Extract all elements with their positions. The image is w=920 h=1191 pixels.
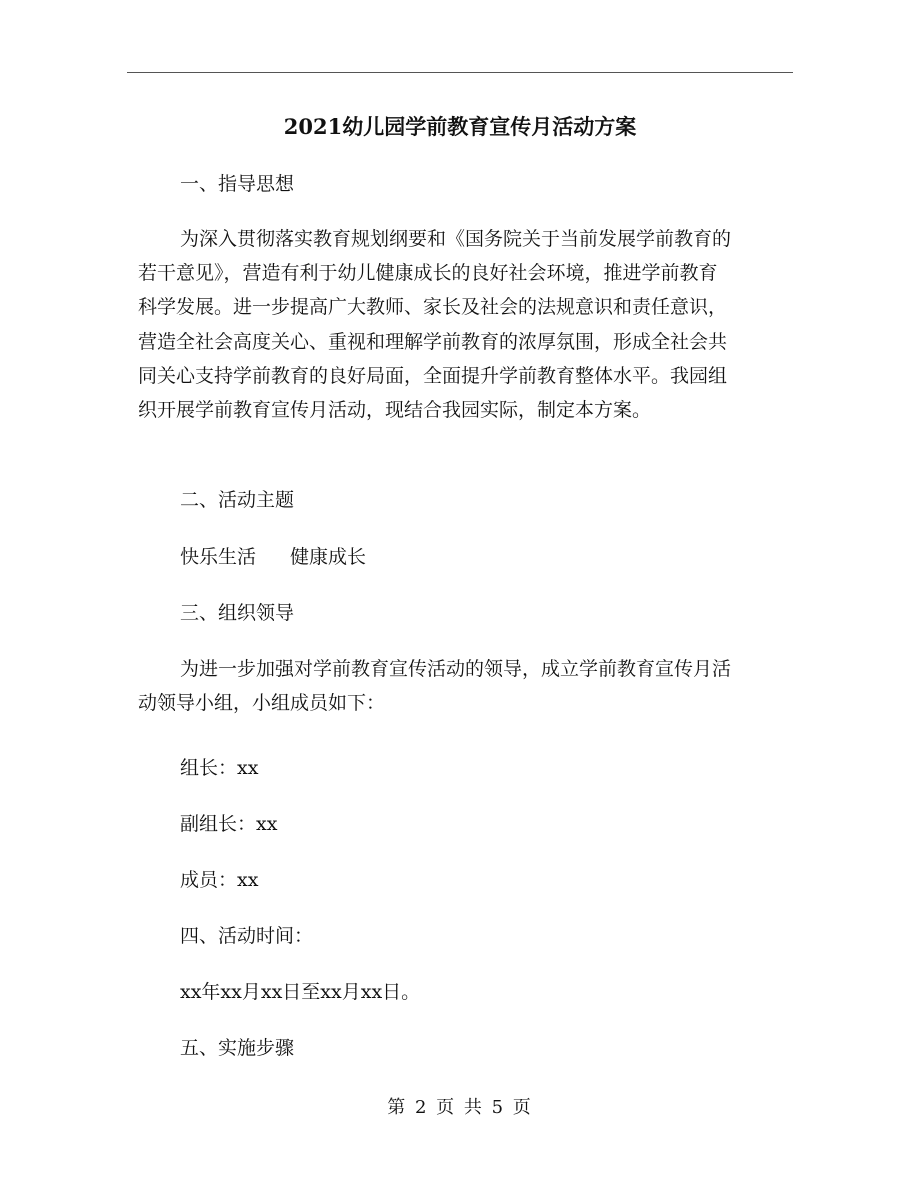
paragraph-line: 动领导小组，小组成员如下： <box>138 692 386 715</box>
organization-paragraph <box>138 652 788 720</box>
slogan-part-b: 健康成长 <box>290 546 367 568</box>
activity-theme-slogan <box>180 542 366 572</box>
section-heading-organization: 三、组织领导 <box>180 602 295 624</box>
paragraph-line: 为深入贯彻落实教育规划纲要和《国务院关于当前发展学前教育的 <box>180 228 732 250</box>
section-heading-implementation-steps: 五、实施步骤 <box>180 1037 295 1059</box>
guiding-ideology-paragraph <box>138 222 788 427</box>
paragraph-line: 营造全社会高度关心、重视和理解学前教育的浓厚氛围，形成全社会共 <box>138 330 728 353</box>
document-title: 2021幼儿园学前教育宣传月活动方案 <box>283 114 637 139</box>
section-heading-activity-theme: 二、活动主题 <box>180 489 295 511</box>
paragraph-line: 织开展学前教育宣传月活动，现结合我园实际，制定本方案。 <box>138 399 652 422</box>
paragraph-line: 若干意见》，营造有利于幼儿健康成长的良好社会环境，推进学前教育 <box>138 262 718 285</box>
members-line: 成员：xx <box>180 869 259 891</box>
page-number-footer: 第 2 页 共 5 页 <box>387 1097 533 1118</box>
paragraph-line: 科学发展。进一步提高广大教师、家长及社会的法规意识和责任意识， <box>138 296 728 319</box>
deputy-leader-line: 副组长：xx <box>180 813 278 835</box>
section-heading-guiding-ideology: 一、指导思想 <box>180 173 295 195</box>
paragraph-line: 为进一步加强对学前教育宣传活动的领导，成立学前教育宣传月活 <box>180 658 732 680</box>
slogan-part-a: 快乐生活 <box>180 546 257 568</box>
leader-line: 组长：xx <box>180 757 259 779</box>
activity-time-text: xx年xx月xx日至xx月xx日。 <box>180 981 421 1003</box>
section-heading-activity-time: 四、活动时间： <box>180 925 314 947</box>
paragraph-line: 同关心支持学前教育的良好局面，全面提升学前教育整体水平。我园组 <box>138 364 728 387</box>
header-rule <box>127 72 793 73</box>
